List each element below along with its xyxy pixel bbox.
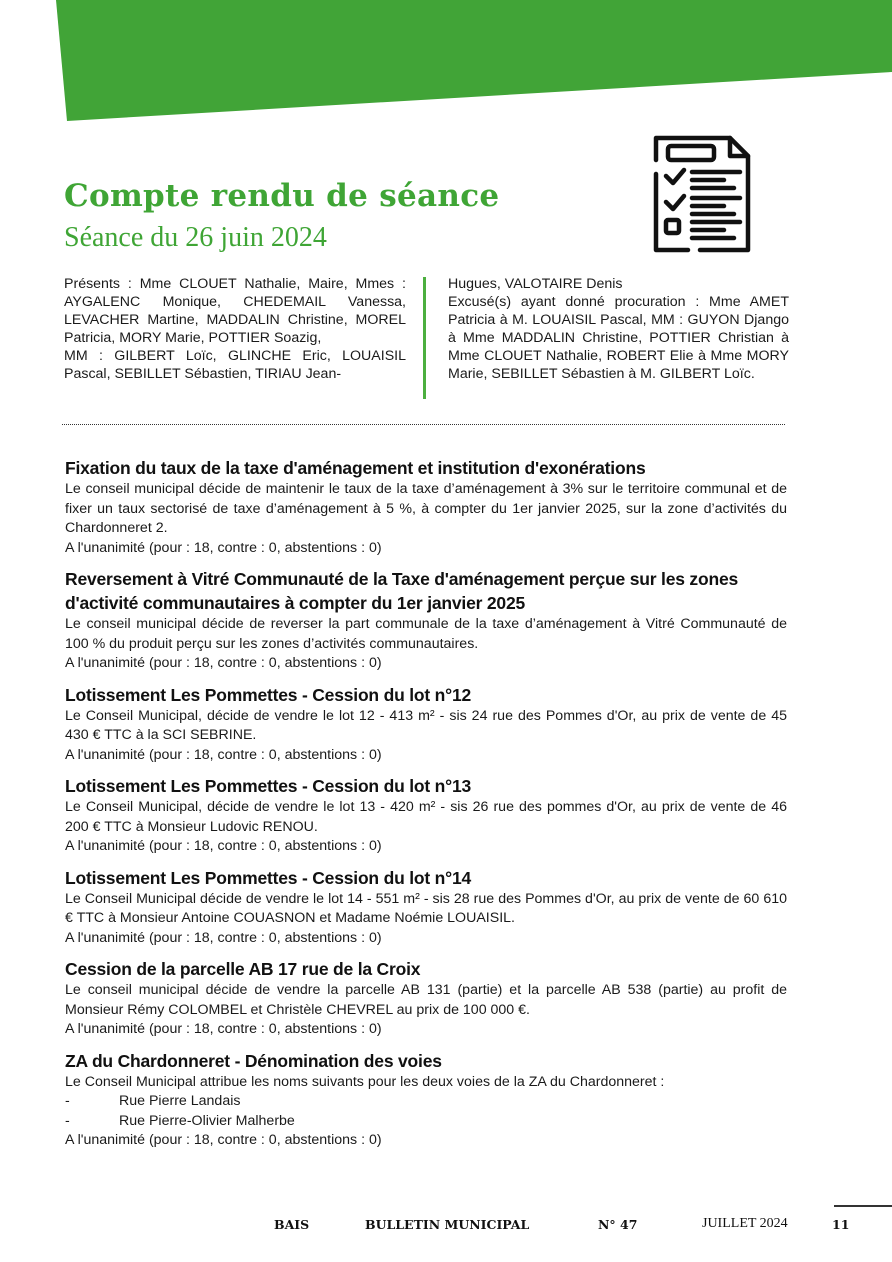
deliberation-body: Le conseil municipal décide de reverser la part communale de la taxe d’aménagement à Vitré Communauté de 100 % du produit perçu sur les zones d’activités communautaires. [65, 616, 787, 652]
session-date-subtitle: Séance du 26 juin 2024 [64, 222, 327, 253]
deliberation-item [65, 456, 787, 558]
vote-result: A l'unanimité (pour : 18, contre : 0, abstentions : 0) [65, 746, 382, 763]
page-number: 11 [832, 1217, 850, 1232]
street-name: Rue Pierre-Olivier Malherbe [119, 1112, 295, 1129]
deliberation-title: ZA du Chardonneret - Dénomination des voies [65, 1050, 442, 1071]
footer-publication: BULLETIN MUNICIPAL [365, 1217, 530, 1232]
deliberations-list [65, 456, 787, 1160]
deliberation-title: Cession de la parcelle AB 17 rue de la Croix [65, 959, 421, 979]
footer-issue: N° 47 [598, 1217, 638, 1232]
attendance-excused [448, 275, 789, 383]
checklist-document-icon [648, 130, 756, 256]
deliberation-item [65, 774, 787, 857]
attendance-present-continued: Hugues, VALOTAIRE Denis [448, 276, 623, 292]
street-name: Rue Pierre Landais [119, 1093, 241, 1109]
vote-result: A l'unanimité (pour : 18, contre : 0, abstentions : 0) [65, 929, 382, 946]
deliberation-body: Le Conseil Municipal, décide de vendre le lot 13 - 420 m² - sis 26 rue des pommes d'Or, au prix de vente de 46 200 € TTC à Monsieur Ludovic RENOU. [65, 799, 787, 835]
deliberation-item [65, 957, 787, 1040]
deliberation-item [65, 1049, 787, 1151]
column-separator [423, 277, 426, 399]
street-name-list-item [65, 1092, 787, 1112]
attendance-present-women: Présents : Mme CLOUET Nathalie, Maire, Mmes : AYGALENC Monique, CHEDEMAIL Vanessa, LEVACHER Martine, MADDALIN Christine, MOREL Patricia, MORY Marie, POTTIER Soazig, [64, 276, 406, 346]
street-name-list-item [65, 1112, 787, 1132]
vote-result: A l'unanimité (pour : 18, contre : 0, abstentions : 0) [65, 1021, 382, 1037]
vote-result: A l'unanimité (pour : 18, contre : 0, abstentions : 0) [65, 1132, 382, 1148]
header-green-banner [0, 0, 892, 125]
deliberation-title: Lotissement Les Pommettes - Cession du lot n°12 [65, 684, 472, 705]
attendance-proxies: Excusé(s) ayant donné procuration : Mme AMET Patricia à M. LOUAISIL Pascal, MM : GUYON Django à Mme MADDALIN Christine, POTTIER Christian à Mme CLOUET Nathalie, ROBERT Elie à Mme MORY Marie, SEBILLET Sébastien à M. GILBERT Loïc. [448, 294, 789, 382]
attendance-present [64, 275, 406, 383]
vote-result: A l'unanimité (pour : 18, contre : 0, abstentions : 0) [65, 539, 382, 556]
deliberation-body: Le conseil municipal décide de maintenir le taux de la taxe d’aménagement à 3% sur le territoire communal et de fixer un taux sectorisé de taxe d’aménagement à 5 %, à compter du 1er janvier 2025, sur la zone d’activités du Chardonneret 2. [65, 481, 787, 536]
deliberation-title: Fixation du taux de la taxe d'aménagement et institution d'exonérations [65, 458, 646, 478]
vote-result: A l'unanimité (pour : 18, contre : 0, abstentions : 0) [65, 655, 382, 671]
deliberation-body: Le Conseil Municipal décide de vendre le lot 14 - 551 m² - sis 28 rue des Pommes d'Or, au prix de vente de 60 610 € TTC à Monsieur Antoine COUASNON et Madame Noémie LOUAISIL. [65, 890, 787, 926]
deliberation-title: Reversement à Vitré Communauté de la Taxe d'aménagement perçue sur les zones d'activité communautaires à compter du 1er janvier 2025 [65, 569, 739, 613]
footer-rule [834, 1205, 892, 1207]
deliberation-body: Le conseil municipal décide de vendre la parcelle AB 131 (partie) et la parcelle AB 538 (partie) au profit de Monsieur Rémy COLOMBEL et Christèle CHEVREL au prix de 100 000 €. [65, 982, 787, 1018]
deliberation-item [65, 683, 787, 766]
attendance-present-men: MM : GILBERT Loïc, GLINCHE Eric, LOUAISIL Pascal, SEBILLET Sébastien, TIRIAU Jean- [64, 348, 406, 382]
bullet-dash: - [65, 1112, 70, 1129]
bullet-dash: - [65, 1093, 70, 1109]
vote-result: A l'unanimité (pour : 18, contre : 0, abstentions : 0) [65, 838, 382, 854]
deliberation-body: Le Conseil Municipal, décide de vendre le lot 12 - 413 m² - sis 24 rue des Pommes d'Or, au prix de vente de 45 430 € TTC à la SCI SEBRINE. [65, 707, 787, 743]
dotted-divider [62, 424, 785, 425]
deliberation-title: Lotissement Les Pommettes - Cession du lot n°14 [65, 867, 472, 888]
footer-town: BAIS [274, 1217, 310, 1232]
deliberation-item [65, 866, 787, 949]
deliberation-title: Lotissement Les Pommettes - Cession du lot n°13 [65, 776, 472, 796]
deliberation-body: Le Conseil Municipal attribue les noms suivants pour les deux voies de la ZA du Chardonneret : [65, 1073, 665, 1090]
footer-date: JUILLET 2024 [702, 1216, 788, 1231]
page-title: Compte rendu de séance [64, 178, 500, 214]
deliberation-item [65, 567, 787, 674]
